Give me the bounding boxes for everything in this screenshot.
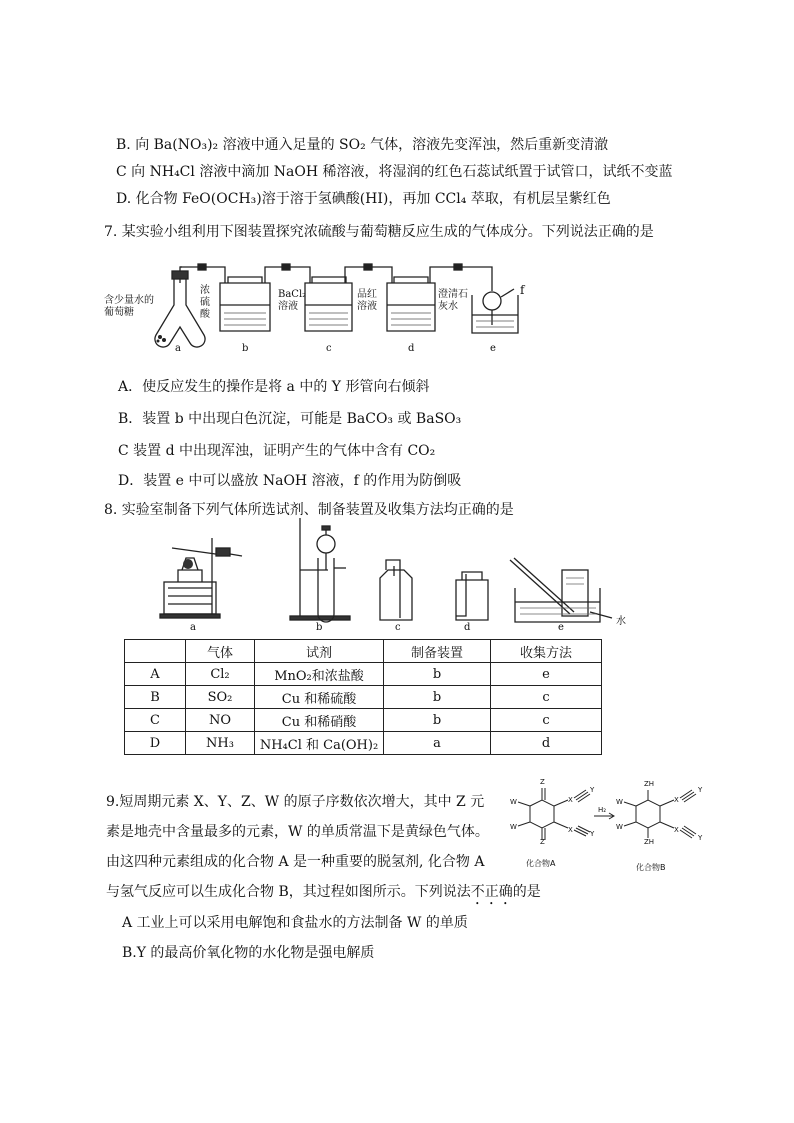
q8-table (124, 639, 602, 755)
table-header-row (125, 640, 602, 663)
q7-letter-e: e (490, 343, 496, 354)
q8-letter-e: e (558, 622, 564, 633)
table-cell: c (491, 686, 602, 709)
table-row (125, 663, 602, 686)
q9-atom-y: Y (698, 786, 703, 794)
q8-stem: 8. 实验室制备下列气体所选试剂、制备装置及收集方法均正确的是 (104, 502, 514, 518)
q7-letter-d: d (408, 343, 415, 354)
table-cell: b (384, 709, 491, 732)
table-cell: d (491, 732, 602, 755)
q7-option-b: B．装置 b 中出现白色沉淀，可能是 BaCO₃ 或 BaSO₃ (118, 411, 462, 427)
q8-label-water: 水 (616, 616, 626, 627)
q7-label-glucose: 含少量水的葡萄糖 (104, 295, 154, 318)
q7-stem: 7. 某实验小组利用下图装置探究浓硫酸与葡萄糖反应生成的气体成分。下列说法正确的是 (104, 224, 654, 240)
q9-atom-zh-top: ZH (644, 780, 655, 788)
table-header-cell: 制备装置 (384, 640, 491, 663)
q7-option-d: D．装置 e 中可以盛放 NaOH 溶液，f 的作用为防倒吸 (118, 473, 462, 489)
table-cell: C (125, 709, 186, 732)
q9-stem-line-1: 9.短周期元素 X、Y、Z、W 的原子序数依次增大，其中 Z 元 (106, 794, 485, 810)
table-row (125, 732, 602, 755)
q9-structure-figure (490, 778, 712, 878)
q9-atom-z-bottom: Z (540, 838, 545, 846)
table-cell: a (384, 732, 491, 755)
q7-label-limewater: 澄清石灰水 (438, 289, 468, 312)
table-cell: Cu 和稀硫酸 (255, 686, 384, 709)
table-header-cell (125, 640, 186, 663)
q9-atom-z-top: Z (540, 778, 545, 786)
table-cell: b (384, 686, 491, 709)
table-header-cell: 试剂 (255, 640, 384, 663)
table-header-cell: 气体 (186, 640, 255, 663)
q9-stem-line-4 (106, 881, 541, 908)
q9-compound-b-label: 化合物B (636, 863, 666, 872)
q9-atom-x: X (674, 796, 679, 804)
q9-stem-text: 与氢气反应可以生成化合物 B，其过程如图所示。下列说法 (106, 884, 471, 900)
q7-letter-a: a (175, 343, 181, 354)
q8-letter-c: c (395, 622, 401, 633)
table-cell: c (491, 709, 602, 732)
q9-arrow-label: H₂ (598, 806, 607, 814)
q9-atom-zh-bottom: ZH (644, 838, 655, 846)
table-cell: Cu 和稀硝酸 (255, 709, 384, 732)
q9-atom-w: W (510, 823, 517, 831)
table-cell: Cl₂ (186, 663, 255, 686)
q7-apparatus-drawing (100, 255, 540, 360)
q9-atom-x: X (674, 826, 679, 834)
q9-option-a: A 工业上可以采用电解饱和食盐水的方法制备 W 的单质 (122, 915, 468, 931)
q6-option-c: C 向 NH₄Cl 溶液中滴加 NaOH 稀溶液，将湿润的红色石蕊试纸置于试管口，试纸不变蓝 (116, 164, 673, 180)
q7-letter-c: c (326, 343, 332, 354)
q9-emphasis-not-correct: 不正确 (470, 884, 513, 900)
q8-letter-a: a (190, 622, 196, 633)
table-row (125, 686, 602, 709)
q7-label-acid: 浓硫酸 (200, 285, 210, 320)
q8-letter-b: b (316, 622, 323, 633)
q9-stem-line-2: 素是地壳中含量最多的元素，W 的单质常温下是黄绿色气体。 (106, 824, 489, 840)
q9-atom-y: Y (590, 830, 595, 838)
q7-apparatus-figure (100, 255, 540, 360)
table-cell: MnO₂和浓盐酸 (255, 663, 384, 686)
q9-atom-y: Y (698, 834, 703, 842)
q9-atom-x: X (568, 826, 573, 834)
q9-stem-tail: 的是 (512, 884, 541, 900)
q7-label-bacl2: BaCl₂溶液 (278, 289, 307, 312)
table-cell: SO₂ (186, 686, 255, 709)
table-cell: B (125, 686, 186, 709)
q7-label-f: f (520, 283, 525, 297)
q9-atom-x: X (568, 796, 573, 804)
q9-stem-line-3: 由这四种元素组成的化合物 A 是一种重要的脱氢剂, 化合物 A (106, 854, 485, 870)
q8-apparatus-drawing (150, 518, 630, 636)
q7-letter-b: b (242, 343, 249, 354)
table-cell: e (491, 663, 602, 686)
q9-atom-w: W (616, 823, 623, 831)
q8-apparatus-figure (150, 518, 630, 636)
table-cell: D (125, 732, 186, 755)
q6-option-b: B. 向 Ba(NO₃)₂ 溶液中通入足量的 SO₂ 气体，溶液先变浑浊，然后重新变清澈 (116, 137, 609, 153)
table-cell: NO (186, 709, 255, 732)
q9-option-b: B.Y 的最高价氧化物的水化物是强电解质 (122, 945, 375, 961)
table-row (125, 709, 602, 732)
table-header-cell: 收集方法 (491, 640, 602, 663)
q9-compound-a-label: 化合物A (526, 859, 556, 868)
q9-atom-y: Y (590, 786, 595, 794)
q9-atom-w: W (616, 798, 623, 806)
table-cell: A (125, 663, 186, 686)
q6-option-d: D. 化合物 FeO(OCH₃)溶于溶于氢碘酸(HI)，再加 CCl₄ 萃取，有机层呈紫红色 (116, 191, 611, 207)
q7-option-a: A．使反应发生的操作是将 a 中的 Y 形管向右倾斜 (118, 379, 430, 395)
q7-label-pinhong: 品红溶液 (357, 289, 377, 312)
table-cell: NH₄Cl 和 Ca(OH)₂ (255, 732, 384, 755)
q8-letter-d: d (464, 622, 471, 633)
table-cell: b (384, 663, 491, 686)
q7-option-c: C 装置 d 中出现浑浊，证明产生的气体中含有 CO₂ (118, 443, 436, 459)
q9-atom-w: W (510, 798, 517, 806)
table-cell: NH₃ (186, 732, 255, 755)
